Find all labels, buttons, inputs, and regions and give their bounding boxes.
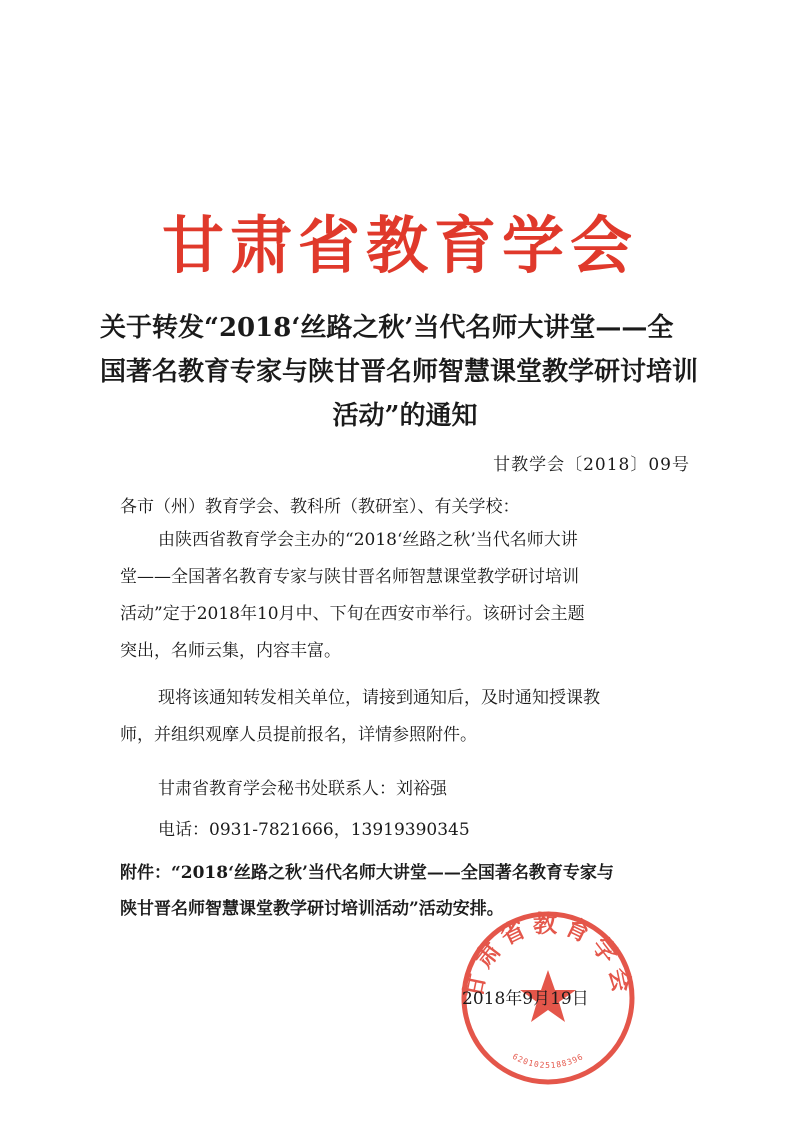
paragraph-2-line: 师，并组织观摩人员提前报名，详情参照附件。 (120, 725, 477, 745)
notice-title (100, 306, 710, 438)
paragraph-1 (120, 522, 680, 670)
document-number: 甘教学会〔2018〕09号 (493, 455, 690, 475)
attachment-line: 陕甘晋名师智慧课堂教学研讨培训活动”活动安排。 (120, 899, 504, 919)
paragraph-1-line: 由陕西省教育学会主办的“2018‘丝路之秋’当代名师大讲 (158, 530, 578, 550)
attachment-line: 附件：“2018‘丝路之秋’当代名师大讲堂——全国著名教育专家与 (120, 863, 614, 883)
svg-text:甘肃省教育学会: 甘肃省教育学会 (458, 910, 638, 1001)
title-line-1: 关于转发“2018‘丝路之秋’当代名师大讲堂——全 (100, 313, 674, 343)
paragraph-1-line: 活动”定于2018年10月中、下旬在西安市举行。该研讨会主题 (120, 604, 585, 624)
issue-date: 2018年9月19日 (462, 989, 589, 1009)
svg-text:6201025188396: 6201025188396 (510, 1051, 586, 1070)
contact-phone: 电话：0931-7821666，13919390345 (158, 820, 470, 840)
paragraph-2 (120, 680, 680, 754)
contact-person: 甘肃省教育学会秘书处联系人：刘裕强 (158, 779, 447, 799)
salutation: 各市（州）教育学会、教科所（教研室）、有关学校： (120, 497, 520, 517)
paragraph-2-line: 现将该通知转发相关单位，请接到通知后，及时通知授课教 (158, 688, 600, 708)
title-line-2: 国著名教育专家与陕甘晋名师智慧课堂教学研讨培训 (100, 357, 699, 387)
title-line-3: 活动”的通知 (332, 401, 478, 431)
paragraph-1-line: 突出，名师云集，内容丰富。 (120, 641, 341, 661)
paragraph-1-line: 堂——全国著名教育专家与陕甘晋名师智慧课堂教学研讨培训 (120, 567, 579, 587)
letterhead-title: 甘肃省教育学会 (161, 209, 638, 282)
